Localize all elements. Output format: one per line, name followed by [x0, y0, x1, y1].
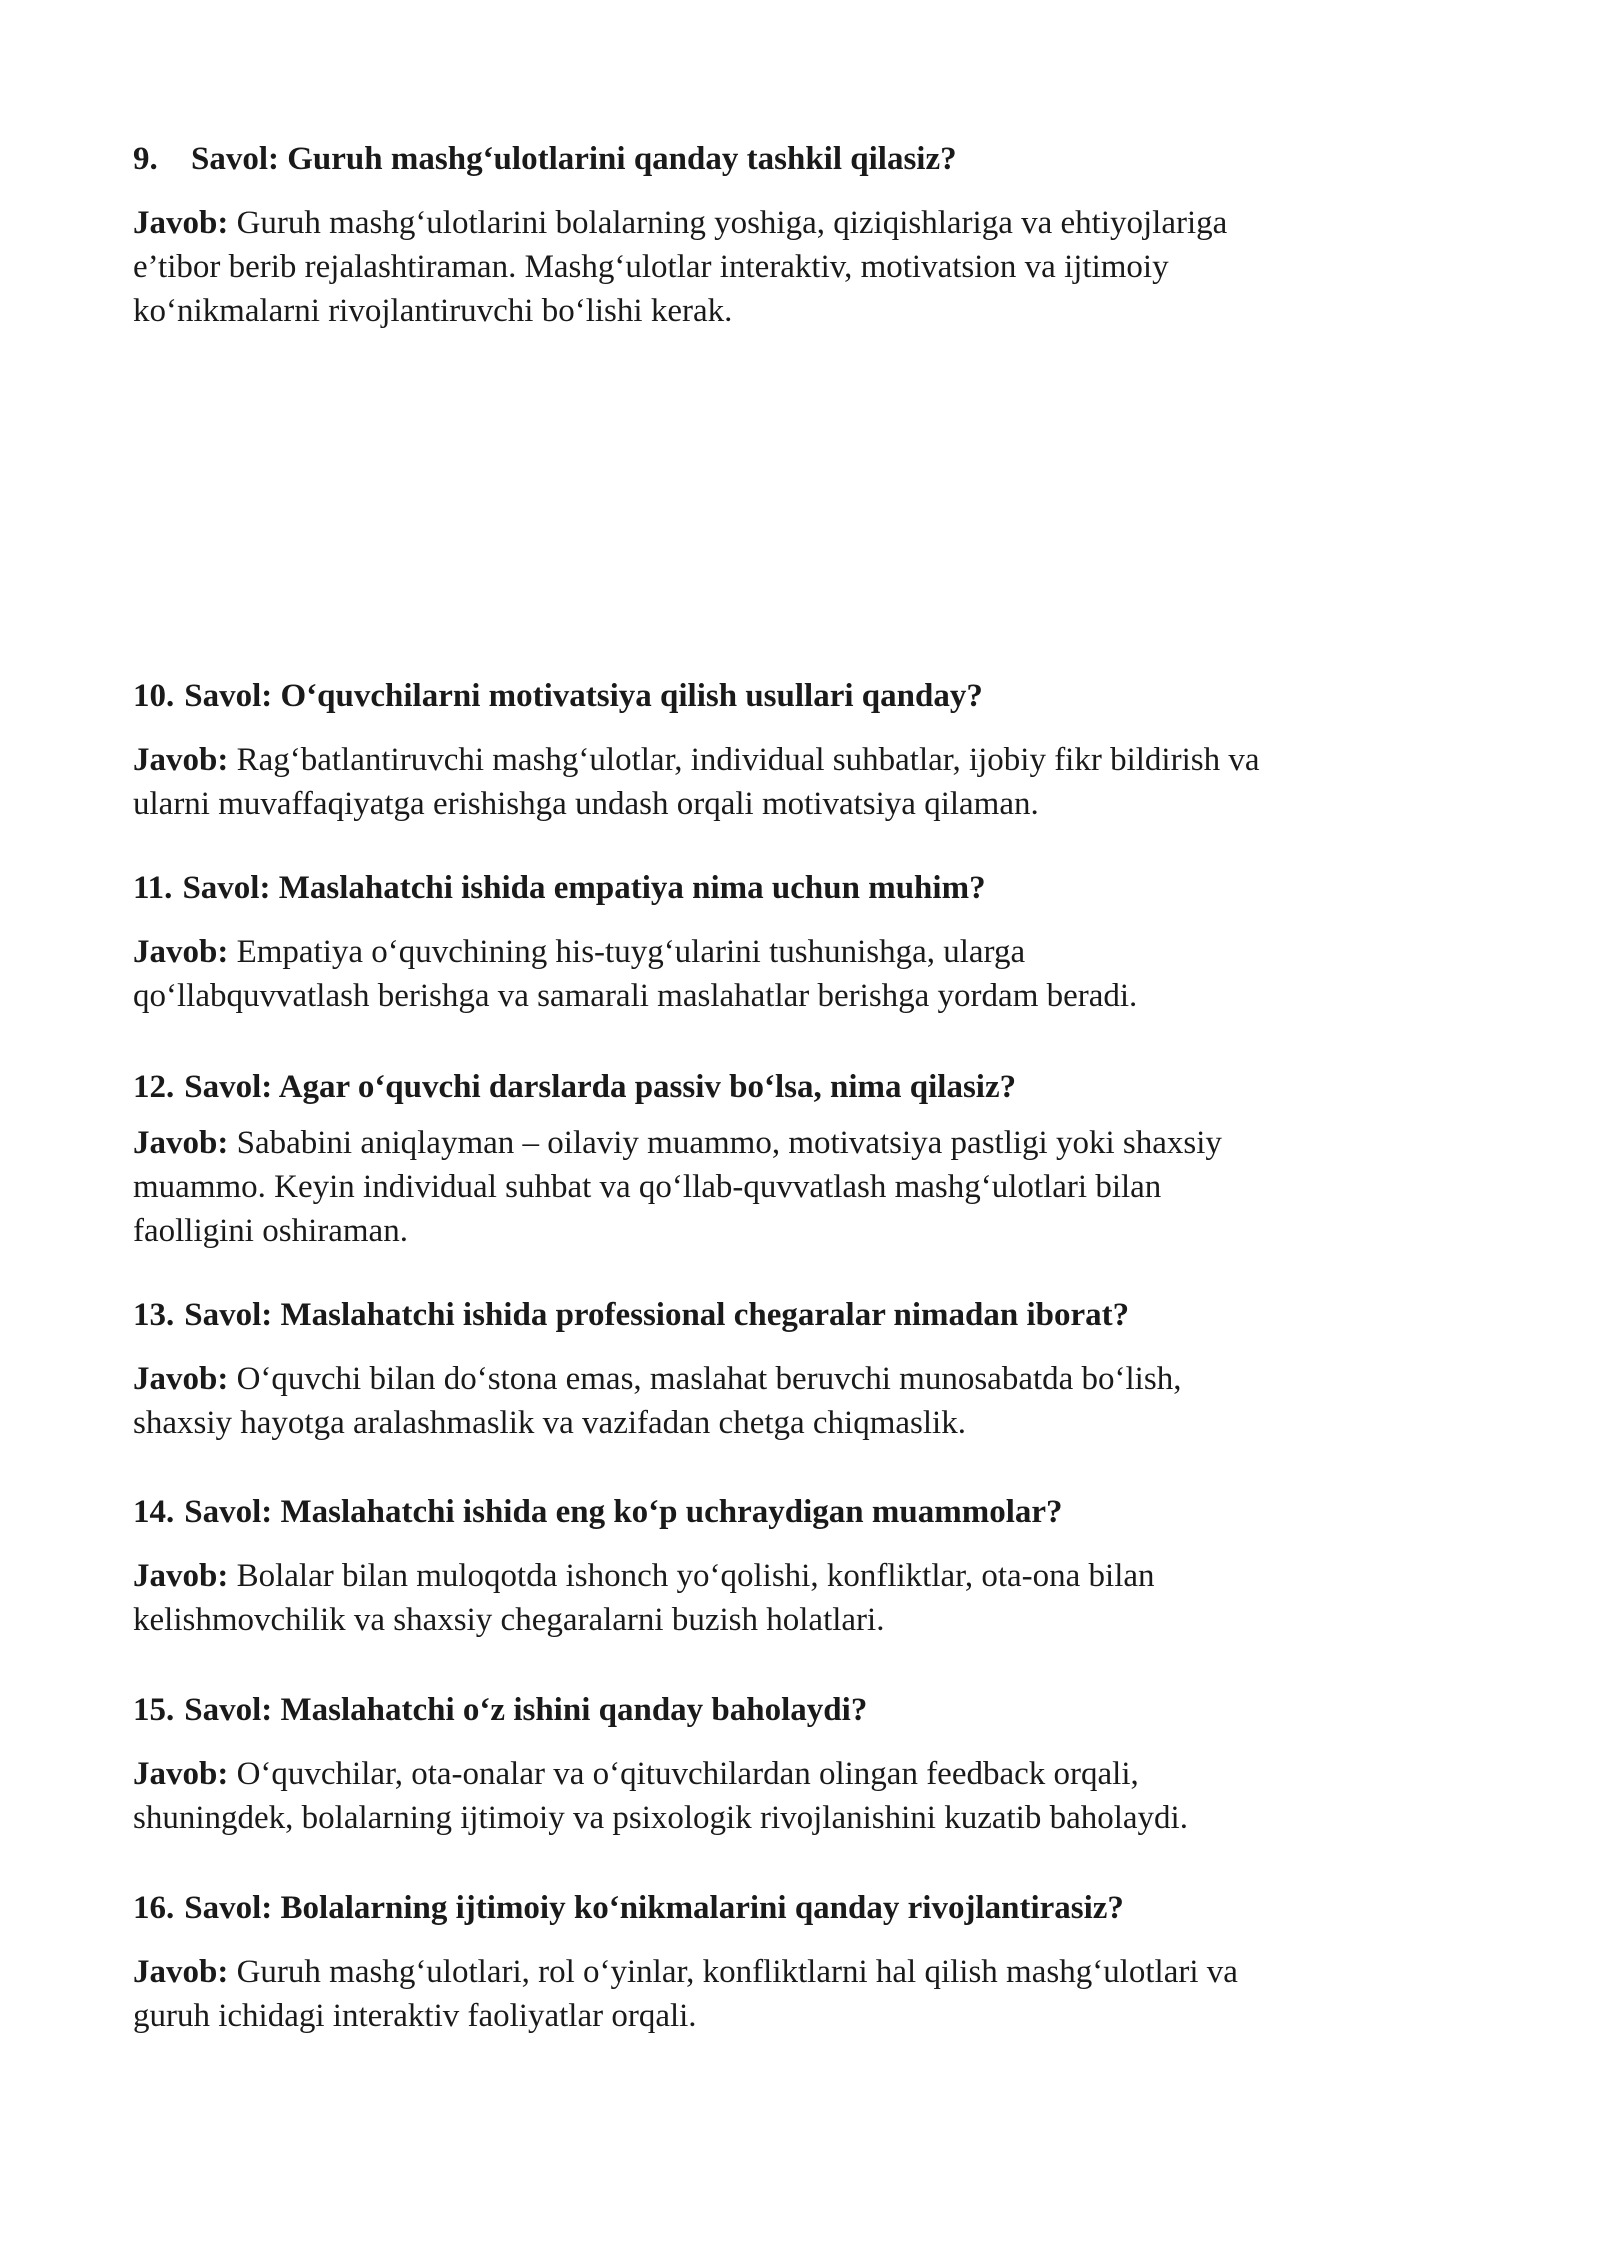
- answer-paragraph: [133, 738, 1473, 826]
- answer-label: Javob:: [133, 205, 229, 241]
- qa-item-10: [133, 674, 1473, 826]
- question-heading: [133, 137, 1473, 181]
- answer-paragraph: [133, 1554, 1473, 1642]
- answer-line: guruh ichidagi interaktiv faoliyatlar orqali.: [133, 1998, 697, 2034]
- answer-line: muammo. Keyin individual suhbat va qo‘llab-quvvatlash mashg‘ulotlari bilan: [133, 1169, 1162, 1205]
- question-number: 16.: [133, 1890, 175, 1926]
- answer-line: Guruh mashg‘ulotlari, rol o‘yinlar, konfliktlarni hal qilish mashg‘ulotlari va: [236, 1954, 1238, 1990]
- answer-paragraph: [133, 1357, 1473, 1445]
- answer-label: Javob:: [133, 1125, 229, 1161]
- answer-line: kelishmovchilik va shaxsiy chegaralarni buzish holatlari.: [133, 1602, 885, 1638]
- answer-line: Bolalar bilan muloqotda ishonch yo‘qolishi, konfliktlar, ota-ona bilan: [236, 1558, 1155, 1594]
- qa-item-11: [133, 866, 1473, 1018]
- answer-line: qo‘llabquvvatlash berishga va samarali maslahatlar berishga yordam beradi.: [133, 978, 1138, 1014]
- question-number: 10.: [133, 678, 175, 714]
- answer-label: Javob:: [133, 1954, 229, 1990]
- question-text: Savol: Guruh mashg‘ulotlarini qanday tashkil qilasiz?: [191, 141, 957, 177]
- question-text: Savol: Maslahatchi ishida professional chegaralar nimadan iborat?: [184, 1297, 1130, 1333]
- question-text: Savol: Maslahatchi ishida empatiya nima uchun muhim?: [182, 870, 986, 906]
- answer-label: Javob:: [133, 742, 229, 778]
- answer-line: Guruh mashg‘ulotlarini bolalarning yoshiga, qiziqishlariga va ehtiyojlariga: [236, 205, 1228, 241]
- question-text: Savol: Maslahatchi ishida eng ko‘p uchraydigan muammolar?: [184, 1494, 1063, 1530]
- answer-line: faolligini oshiraman.: [133, 1213, 408, 1249]
- question-heading: [133, 674, 1473, 718]
- question-number: 12.: [133, 1069, 175, 1105]
- answer-label: Javob:: [133, 1361, 229, 1397]
- answer-label: Javob:: [133, 1558, 229, 1594]
- question-number: 9.: [133, 141, 158, 177]
- answer-line: shuningdek, bolalarning ijtimoiy va psixologik rivojlanishini kuzatib baholaydi.: [133, 1800, 1188, 1836]
- qa-item-16: [133, 1886, 1473, 2038]
- question-text: Savol: Agar o‘quvchi darslarda passiv bo‘lsa, nima qilasiz?: [184, 1069, 1017, 1105]
- answer-label: Javob:: [133, 934, 229, 970]
- answer-line: ularni muvaffaqiyatga erishishga undash orqali motivatsiya qilaman.: [133, 786, 1039, 822]
- qa-item-9: [133, 137, 1473, 333]
- answer-line: ko‘nikmalarni rivojlantiruvchi bo‘lishi kerak.: [133, 293, 733, 329]
- answer-paragraph: [133, 1752, 1473, 1840]
- question-number: 13.: [133, 1297, 175, 1333]
- answer-line: e’tibor berib rejalashtiraman. Mashg‘ulotlar interaktiv, motivatsion va ijtimoiy: [133, 249, 1169, 285]
- question-heading: [133, 1293, 1473, 1337]
- question-text: Savol: Bolalarning ijtimoiy ko‘nikmalarini qanday rivojlantirasiz?: [184, 1890, 1124, 1926]
- answer-label: Javob:: [133, 1756, 229, 1792]
- question-text: Savol: Maslahatchi o‘z ishini qanday baholaydi?: [184, 1692, 868, 1728]
- qa-item-14: [133, 1490, 1473, 1642]
- question-number: 14.: [133, 1494, 175, 1530]
- question-heading: [133, 1065, 1473, 1109]
- answer-line: Rag‘batlantiruvchi mashg‘ulotlar, individual suhbatlar, ijobiy fikr bildirish va: [236, 742, 1260, 778]
- answer-paragraph: [133, 1950, 1473, 2038]
- answer-line: Empatiya o‘quvchining his-tuyg‘ularini tushunishga, ularga: [236, 934, 1026, 970]
- answer-line: O‘quvchi bilan do‘stona emas, maslahat beruvchi munosabatda bo‘lish,: [236, 1361, 1182, 1397]
- question-number: 15.: [133, 1692, 175, 1728]
- answer-paragraph: [133, 1121, 1473, 1253]
- question-text: Savol: O‘quvchilarni motivatsiya qilish usullari qanday?: [184, 678, 983, 714]
- question-heading: [133, 1886, 1473, 1930]
- answer-paragraph: [133, 201, 1473, 333]
- question-heading: [133, 1688, 1473, 1732]
- question-heading: [133, 1490, 1473, 1534]
- answer-line: Sababini aniqlayman – oilaviy muammo, motivatsiya pastligi yoki shaxsiy: [236, 1125, 1222, 1161]
- answer-line: shaxsiy hayotga aralashmaslik va vazifadan chetga chiqmaslik.: [133, 1405, 966, 1441]
- qa-item-12: [133, 1065, 1473, 1253]
- answer-line: O‘quvchilar, ota-onalar va o‘qituvchilardan olingan feedback orqali,: [236, 1756, 1139, 1792]
- question-number: 11.: [133, 870, 173, 906]
- qa-item-13: [133, 1293, 1473, 1445]
- answer-paragraph: [133, 930, 1473, 1018]
- qa-item-15: [133, 1688, 1473, 1840]
- question-heading: [133, 866, 1473, 910]
